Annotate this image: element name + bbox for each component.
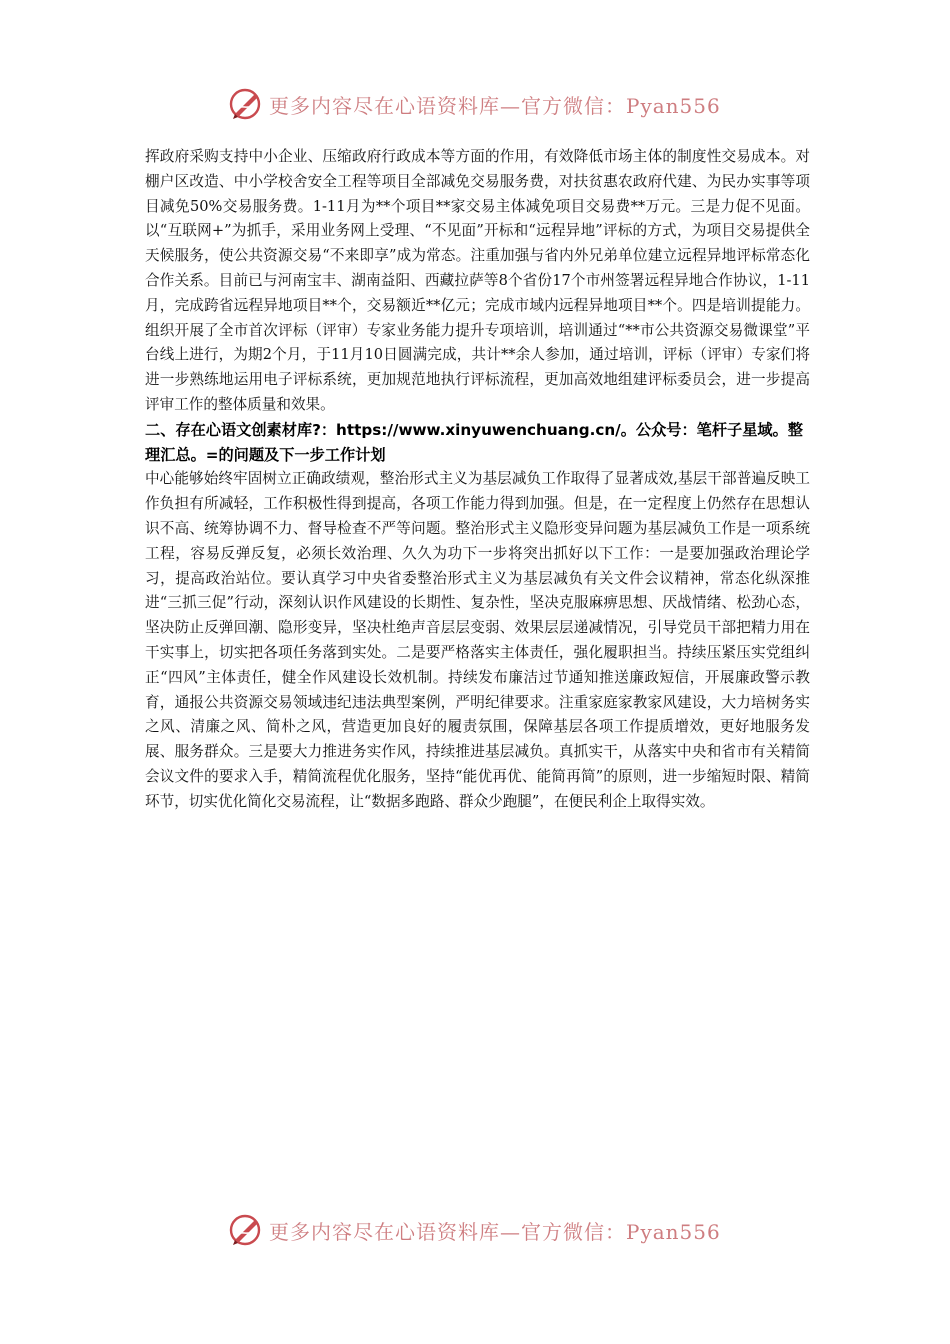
body-paragraph: 挥政府采购支持中小企业、压缩政府行政成本等方面的作用，有效降低市场主体的制度性交易成本。对棚户区改造、中小学校舍安全工程等项目全部减免交易服务费，对扶贫惠农政府代建、为民办实事等项目减免50%交易服务费。1-11月为**个项目**家交易主体减免项目交易费**万元。三是力促不见面。以“互联网+”为抓手，采用业务网上受理、“不见面”开标和“远程异地”评标的方式，为项目交易提供全天候服务，使公共资源交易“不来即享”成为常态。注重加强与省内外兄弟单位建立远程异地评标常态化合作关系。目前已与河南宝丰、湖南益阳、西藏拉萨等8个省份17个市州签署远程异地合作协议，1-11月，完成跨省远程异地项目**个，交易额近**亿元；完成市域内远程异地项目**个。四是培训提能力。组织开展了全市首次评标（评审）专家业务能力提升专项培训，培训通过“**市公共资源交易微课堂”平台线上进行，为期2个月，于11月10日圆满完成，共计**余人参加，通过培训，评标（评审）专家们将进一步熟练地运用电子评标系统，更加规范地执行评标流程，更加高效地组建评标委员会，进一步提高评审工作的整体质量和效果。 [145, 148, 810, 413]
section-heading: 二、存在心语文创素材库?：https://www.xinyuwenchuang.cn/。公众号：笔杆子星域。整理汇总。=的问题及下一步工作计划 [145, 420, 803, 464]
banner-text: 更多内容尽在心语资料库—官方微信：Pyan556 [269, 1219, 721, 1244]
footer-banner [229, 1210, 749, 1250]
document-body [145, 145, 810, 815]
pen-logo-icon [229, 1213, 263, 1247]
body-paragraph: 中心能够始终牢固树立正确政绩观，整治形式主义为基层减负工作取得了显著成效,基层干部普遍反映工作负担有所减轻，工作积极性得到提高，各项工作能力得到加强。但是，在一定程度上仍然存在思想认识不高、统筹协调不力、督导检查不严等问题。整治形式主义隐形变异问题为基层减负工作是一项系统工程，容易反弹反复，必须长效治理、久久为功下一步将突出抓好以下工作：一是要加强政治理论学习，提高政治站位。要认真学习中央省委整治形式主义为基层减负有关文件会议精神，常态化纵深推进“三抓三促”行动，深刻认识作风建设的长期性、复杂性，坚决克服麻痹思想、厌战情绪、松劲心态，坚决防止反弹回潮、隐形变异，坚决杜绝声音层层变弱、效果层层递减情况，引导党员干部把精力用在干实事上，切实把各项任务落到实处。二是要严格落实主体责任，强化履职担当。持续压紧压实党组纠正“四风”主体责任，健全作风建设长效机制。持续发布廉洁过节通知推送廉政短信，开展廉政警示教育，通报公共资源交易领域违纪违法典型案例，严明纪律要求。注重家庭家教家风建设，大力培树务实之风、清廉之风、简朴之风，营造更加良好的履责氛围，保障基层各项工作提质增效，更好地服务发展、服务群众。三是要大力推进务实作风，持续推进基层减负。真抓实干，从落实中央和省市有关精简会议文件的要求入手，精简流程优化服务，坚持“能优再优、能简再简”的原则，进一步缩短时限、精简环节，切实优化简化交易流程，让“数据多跑路、群众少跑腿”，在便民利企上取得实效。 [145, 470, 810, 810]
banner-text: 更多内容尽在心语资料库—官方微信：Pyan556 [269, 93, 721, 118]
header-banner [229, 84, 749, 124]
pen-logo-icon [229, 87, 263, 121]
